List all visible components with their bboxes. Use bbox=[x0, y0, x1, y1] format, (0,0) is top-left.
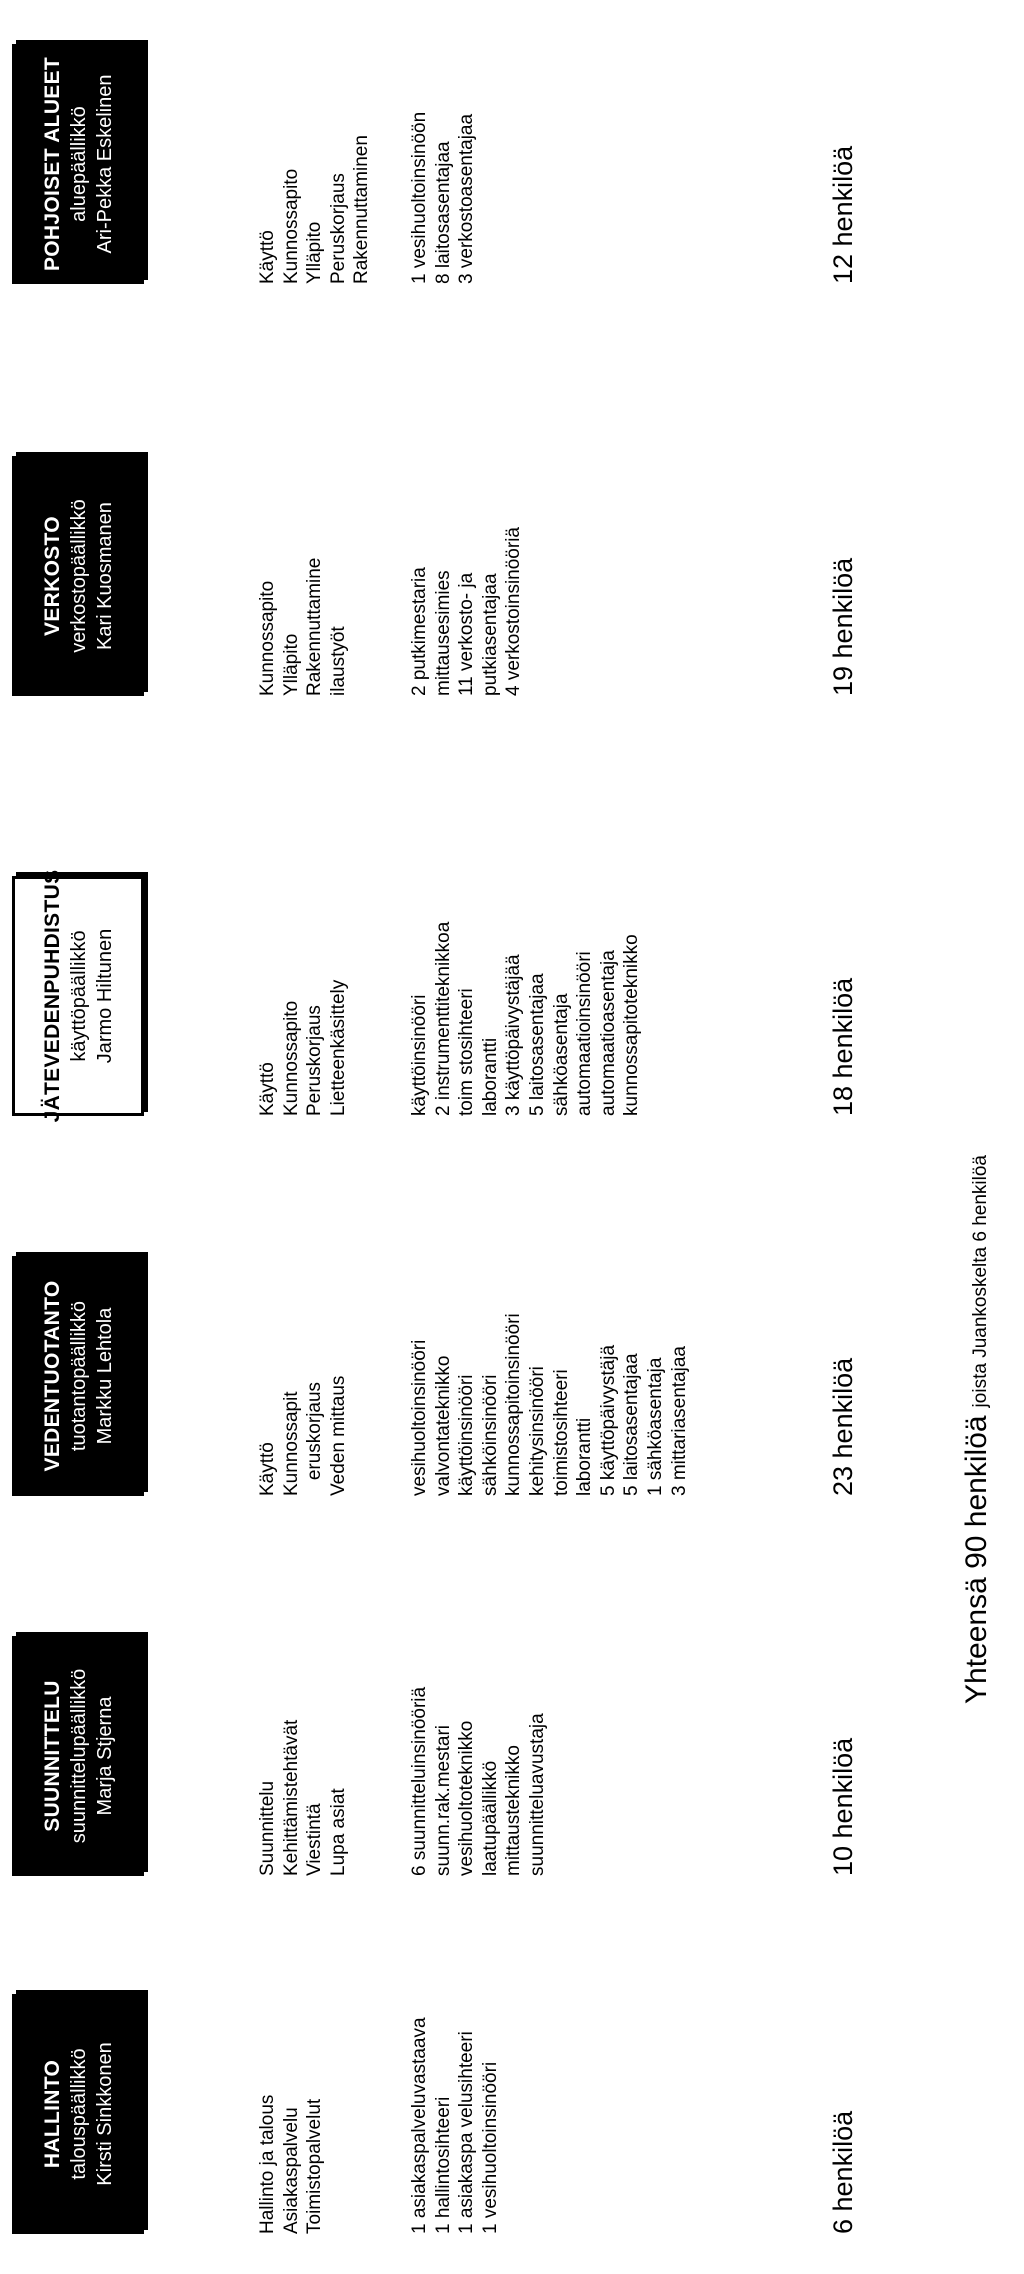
staff-item: laborantti bbox=[574, 1417, 596, 1496]
task-item: Käyttö bbox=[257, 230, 278, 284]
staff-item: 1 hallintosihteeri bbox=[432, 2096, 454, 2234]
task-item: Käyttö bbox=[257, 1442, 278, 1496]
task-item: Kunnossapito bbox=[257, 580, 278, 696]
unit-headcount: 19 henkilöä bbox=[828, 557, 858, 696]
staff-item: 5 laitosasentajaa bbox=[621, 1353, 643, 1496]
unit-person: Ari-Pekka Eskelinen bbox=[93, 74, 116, 254]
staff-item: 1 vesihuoltoinsinöön bbox=[409, 111, 430, 284]
staff-item: toimistosihteeri bbox=[550, 1369, 572, 1496]
staff-item: laatupäällikkö bbox=[479, 1760, 501, 1876]
task-item: Käyttö bbox=[257, 1062, 278, 1116]
unit-tasks bbox=[256, 1720, 350, 1876]
staff-item: suunn.rak.mestari bbox=[432, 1724, 454, 1876]
staff-item: kunnossapitoinsinööri bbox=[503, 1313, 525, 1496]
task-item: Lietteenkäsittely bbox=[327, 979, 349, 1116]
unit-tasks bbox=[256, 1376, 350, 1496]
task-item: Viestintä bbox=[304, 1803, 326, 1876]
task-item: Kunnossapito bbox=[280, 168, 302, 284]
unit-role: verkostopäällikkö bbox=[67, 499, 90, 653]
staff-item: 6 suunnitteluinsinööriä bbox=[409, 1686, 430, 1876]
staff-item: vesihuoltoteknikko bbox=[456, 1720, 478, 1876]
unit-person: Jarmo Hiltunen bbox=[93, 928, 116, 1064]
unit-headcount: 6 henkilöä bbox=[828, 2110, 858, 2234]
task-item: Lupa asiat bbox=[327, 1788, 349, 1876]
unit-title: JÄTEVEDENPUHDISTUS bbox=[40, 869, 64, 1123]
unit-role: käyttöpäällikkö bbox=[67, 930, 90, 1062]
unit-title: VEDENTUOTANTO bbox=[40, 1280, 64, 1472]
task-item: Peruskorjaus bbox=[304, 1005, 326, 1116]
unit-staff bbox=[408, 1313, 691, 1496]
unit-person: Markku Lehtola bbox=[93, 1307, 116, 1445]
unit-title: VERKOSTO bbox=[40, 516, 64, 636]
staff-item: automaatioinsinööri bbox=[574, 951, 596, 1116]
staff-item: automaatioasentaja bbox=[597, 950, 619, 1116]
staff-item: 1 asiakaspalveluvastaava bbox=[409, 2017, 430, 2234]
unit-staff bbox=[408, 112, 479, 284]
task-item: Ylläpito bbox=[280, 633, 302, 696]
unit-title: SUUNNITTELU bbox=[40, 1680, 64, 1832]
staff-item: toim stosihteeri bbox=[456, 988, 478, 1116]
staff-item: 11 verkosto- ja bbox=[456, 572, 478, 696]
unit-staff bbox=[408, 922, 644, 1116]
task-item: Hallinto ja talous bbox=[257, 2094, 278, 2234]
unit-tasks bbox=[256, 2095, 327, 2234]
unit-header-box bbox=[12, 1256, 144, 1496]
staff-item: 8 laitosasentajaa bbox=[432, 141, 454, 284]
unit-title: POHJOISET ALUEET bbox=[40, 56, 64, 272]
task-item: Peruskorjaus bbox=[327, 173, 349, 284]
staff-item: putkiasentajaa bbox=[479, 573, 501, 696]
staff-item: 3 mittariasentajaa bbox=[668, 1346, 690, 1496]
unit-headcount: 10 henkilöä bbox=[828, 1737, 858, 1876]
staff-item: kunnossapitoteknikko bbox=[621, 934, 643, 1116]
unit-headcount: 18 henkilöä bbox=[828, 977, 858, 1116]
grand-total bbox=[960, 1155, 994, 1704]
unit-person: Kirsti Sinkkonen bbox=[93, 2042, 116, 2186]
grand-total-note: joista Juankoskelta 6 henkilöä bbox=[970, 1155, 991, 1408]
staff-item: valvontateknikko bbox=[432, 1355, 454, 1496]
unit-header-box bbox=[12, 869, 144, 1123]
unit-staff bbox=[408, 527, 526, 696]
staff-item: 3 käyttöpäivystäjää bbox=[503, 954, 525, 1116]
task-item: Kehittämistehtävät bbox=[280, 1719, 302, 1876]
unit-header-box bbox=[12, 44, 144, 284]
unit-person: Marja Stjerna bbox=[93, 1696, 116, 1816]
task-item: Veden mittaus bbox=[327, 1375, 349, 1496]
staff-item: mittausesimies bbox=[432, 570, 454, 696]
grand-total-text: Yhteensä 90 henkilöä bbox=[960, 1415, 993, 1704]
staff-item: suunnitteluavustaja bbox=[526, 1713, 548, 1876]
unit-role: tuotantopäällikkö bbox=[67, 1300, 90, 1452]
unit-tasks bbox=[256, 980, 350, 1116]
task-item: Kunnossapit bbox=[280, 1391, 302, 1496]
unit-headcount: 23 henkilöä bbox=[828, 1357, 858, 1496]
staff-item: käyttöinsinööri bbox=[409, 994, 430, 1116]
task-item: Kunnossapito bbox=[280, 1000, 302, 1116]
staff-item: mittausteknikko bbox=[503, 1745, 525, 1876]
staff-item: sähköasentaja bbox=[550, 993, 572, 1116]
task-item: ilaustyöt bbox=[327, 626, 349, 696]
task-item: eruskorjaus bbox=[304, 1381, 326, 1496]
staff-item: 5 laitosasentajaa bbox=[526, 973, 548, 1116]
unit-header-box bbox=[12, 1636, 144, 1876]
unit-staff bbox=[408, 1687, 550, 1876]
unit-title: HALLINTO bbox=[40, 2059, 64, 2169]
staff-item: 2 instrumenttiteknikkoa bbox=[432, 921, 454, 1116]
unit-role: suunnittelupäällikkö bbox=[67, 1668, 90, 1844]
task-item: Rakennuttamine bbox=[304, 557, 326, 696]
staff-item: 1 sähköasentaja bbox=[644, 1357, 666, 1496]
staff-item: 2 putkimestaria bbox=[409, 567, 430, 696]
unit-staff bbox=[408, 2017, 502, 2234]
unit-tasks bbox=[256, 558, 350, 696]
unit-header-box bbox=[12, 1994, 144, 2234]
staff-item: 5 käyttöpäivystäjä bbox=[597, 1344, 619, 1496]
unit-header-box bbox=[12, 456, 144, 696]
staff-item: 3 verkostoasentajaa bbox=[456, 113, 478, 284]
staff-item: 1 vesihuoltoinsinööri bbox=[479, 2061, 501, 2234]
unit-role: talouspäällikkö bbox=[67, 2048, 90, 2180]
staff-item: 4 verkostoinsinööriä bbox=[503, 527, 525, 696]
staff-item: vesihuoltoinsinööri bbox=[409, 1339, 430, 1496]
task-item: Suunnittelu bbox=[257, 1780, 278, 1876]
unit-headcount: 12 henkilöä bbox=[828, 145, 858, 284]
task-item: Ylläpito bbox=[304, 221, 326, 284]
staff-item: 1 asiakaspa velusihteeri bbox=[456, 2031, 478, 2234]
task-item: Asiakaspalvelu bbox=[280, 2107, 302, 2234]
unit-tasks bbox=[256, 135, 374, 284]
staff-item: käyttöinsinööri bbox=[456, 1374, 478, 1496]
unit-role: aluepäällikkö bbox=[67, 106, 90, 222]
staff-item: laborantti bbox=[479, 1037, 501, 1116]
task-item: Toimistopalvelut bbox=[304, 2098, 326, 2234]
staff-item: sähköinsinööri bbox=[479, 1374, 501, 1496]
staff-item: kehitysinsinööri bbox=[526, 1366, 548, 1496]
unit-person: Kari Kuosmanen bbox=[93, 502, 116, 650]
task-item: Rakennuttaminen bbox=[351, 135, 373, 284]
